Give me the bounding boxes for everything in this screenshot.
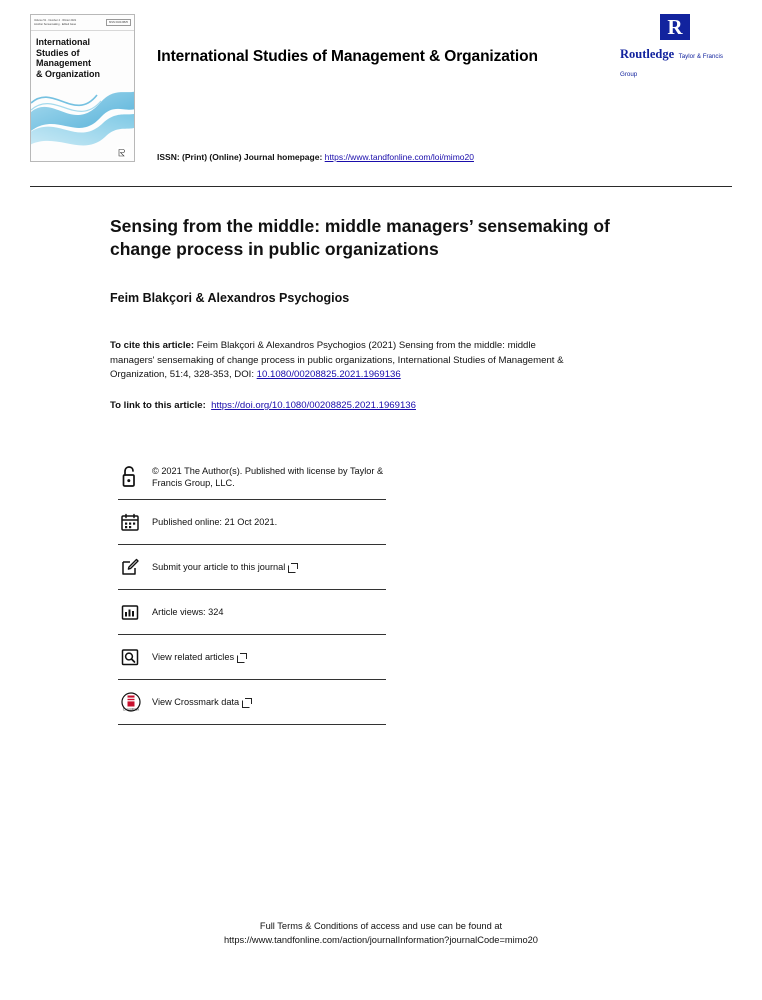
authors: Feim Blakçori & Alexandros Psychogios xyxy=(110,291,350,306)
link-label: To link to this article: xyxy=(110,399,206,411)
cover-top-bar xyxy=(31,15,134,31)
crossmark-row[interactable] xyxy=(118,680,386,725)
bar-chart-icon xyxy=(118,602,152,622)
journal-title: International Studies of Management & Organization xyxy=(157,48,538,65)
routledge-subtitle: Taylor & Francis Group xyxy=(620,53,723,78)
doi-link[interactable]: 10.1080/00208825.2021.1969136 xyxy=(256,369,401,381)
related-articles-text xyxy=(152,651,245,663)
page-title: Sensing from the middle: middle managers’ sensemaking of change process in public organizations xyxy=(110,216,610,260)
published-online-text: Published online: 21 Oct 2021. xyxy=(152,517,278,528)
routledge-logo xyxy=(617,14,732,81)
external-link-icon xyxy=(242,698,250,706)
external-link-icon xyxy=(288,563,296,571)
cover-routledge-icon xyxy=(117,147,130,158)
cover-title-line-2: Studies of xyxy=(36,47,80,58)
crossmark-icon xyxy=(118,691,152,713)
open-access-text: © 2021 The Author(s). Published with license by Taylor & Francis Group, LLC. xyxy=(152,465,384,489)
open-access-row xyxy=(118,455,386,500)
routledge-name: Routledge xyxy=(620,47,675,61)
submit-article-label: Submit your article to this journal xyxy=(152,562,286,573)
journal-cover-thumbnail[interactable] xyxy=(30,14,135,162)
article-actions-list xyxy=(118,455,386,725)
submit-article-row[interactable] xyxy=(118,545,386,590)
citation-block xyxy=(110,339,580,383)
article-doi-url[interactable]: https://doi.org/10.1080/00208825.2021.1969136 xyxy=(211,399,416,411)
link-block xyxy=(110,399,652,413)
cover-title-line-3: Management xyxy=(36,58,92,69)
submit-article-icon xyxy=(118,557,152,577)
cover-issn-box: ISSN 0020-8825 xyxy=(106,19,131,26)
cover-volume-line: Volume 51 · Number 4 · Winter 2021 xyxy=(34,19,77,23)
calendar-icon xyxy=(118,512,152,532)
issn-label: ISSN: (Print) (Online) Journal homepage: xyxy=(157,152,323,162)
page-footer xyxy=(0,920,762,948)
page-header xyxy=(0,0,762,180)
cover-issue-line: Another Sensemaking · Edited Issue xyxy=(34,22,77,26)
journal-homepage-link[interactable]: https://www.tandfonline.com/loi/mimo20 xyxy=(324,152,474,162)
crossmark-label: View Crossmark data xyxy=(152,697,240,708)
published-online-row xyxy=(118,500,386,545)
magnifier-icon xyxy=(118,647,152,667)
svg-text:CrossMark: CrossMark xyxy=(122,707,140,712)
external-link-icon xyxy=(237,653,245,661)
issn-line xyxy=(157,152,474,162)
article-views-text: Article views: 324 xyxy=(152,607,224,618)
cover-title-line-1: International xyxy=(36,37,91,47)
submit-article-text xyxy=(152,561,296,573)
cover-title-line-4: & Organization xyxy=(36,68,101,79)
open-access-icon xyxy=(118,465,152,489)
cite-text: Feim Blakçori & Alexandros Psychogios (2021) Sensing from the middle: middle managers' sensemaking of change process in public organizations, International Studies of Management & Organization, 51:4, 328-353, DOI: xyxy=(110,340,564,381)
footer-line-1: Full Terms & Conditions of access and use can be found at xyxy=(259,921,503,932)
crossmark-text xyxy=(152,696,250,708)
cover-artwork xyxy=(31,77,134,147)
cover-title xyxy=(31,31,134,79)
related-articles-row[interactable] xyxy=(118,635,386,680)
footer-line-2[interactable]: https://www.tandfonline.com/action/journalInformation?journalCode=mimo20 xyxy=(224,935,538,946)
article-views-row xyxy=(118,590,386,635)
routledge-mark-icon xyxy=(660,14,690,45)
cite-label: To cite this article: xyxy=(110,340,195,352)
header-right xyxy=(135,14,732,162)
related-articles-label: View related articles xyxy=(152,652,235,663)
svg-text:R: R xyxy=(666,15,683,39)
main-content xyxy=(0,187,762,725)
